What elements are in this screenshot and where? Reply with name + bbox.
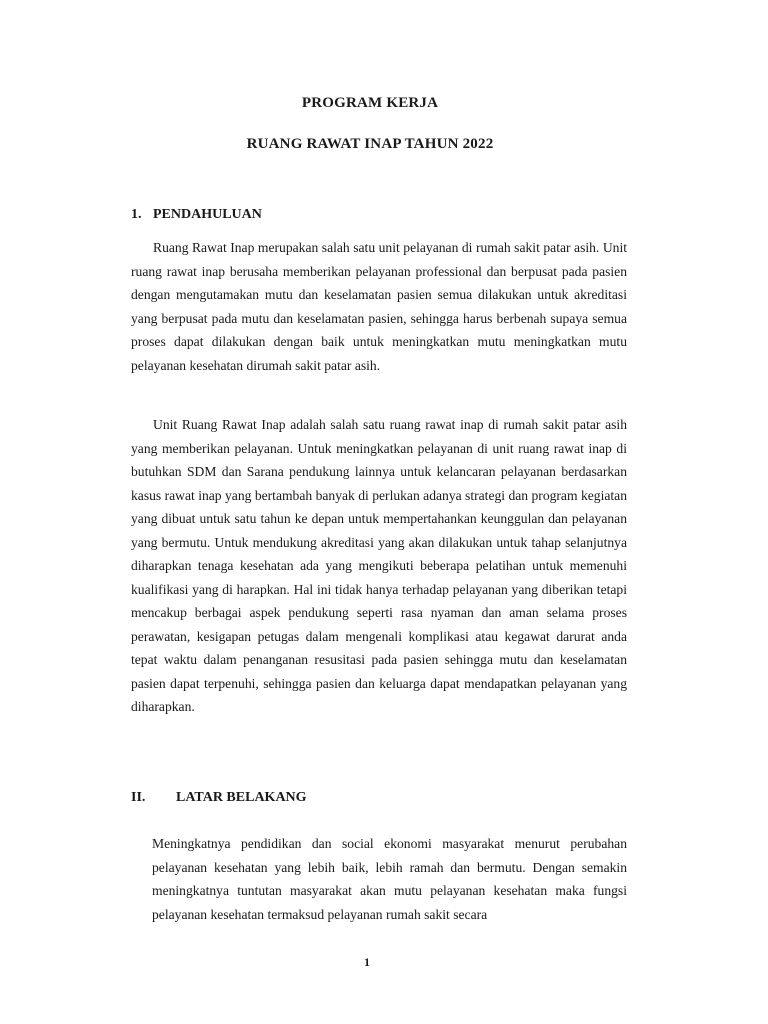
paragraph: Unit Ruang Rawat Inap adalah salah satu ruang rawat inap di rumah sakit patar asih yang memberikan pelayanan. Untuk meningkatkan pelayanan di unit ruang rawat inap di butuhkan SDM dan Sarana pendukung lainnya untuk kelancaran pelayanan berdasarkan kasus rawat inap yang bertambah banyak di perlukan adanya strategi dan program kegiatan yang dibuat untuk satu tahun ke depan untuk mempertahankan keunggulan dan pelayanan yang bermutu. Untuk mendukung akreditasi yang akan dilakukan untuk tahap selanjutnya diharapkan tenaga kesehatan ada yang mengikuti beberapa pelatihan untuk memenuhi kualifikasi yang di harapkan. Hal ini tidak hanya terhadap pelayanan yang diberikan tetapi mencakup berbagai aspek pendukung seperti rasa nyaman dan aman selama proses perawatan, kesigapan petugas dalam mengenali komplikasi atau kegawat darurat anda tepat waktu dalam penanganan resusitasi pada pasien sehingga mutu dan keselamatan pasien dapat terpenuhi, sehingga pasien dan keluarga dapat mendapatkan pelayanan yang diharapkan. — [131, 417, 627, 714]
section-title: PENDAHULUAN — [153, 207, 262, 222]
section-title: LATAR BELAKANG — [176, 790, 307, 805]
section-heading-latar-belakang — [131, 790, 307, 806]
document-subtitle: RUANG RAWAT INAP TAHUN 2022 — [246, 136, 494, 152]
section-heading-pendahuluan — [131, 207, 262, 223]
section-number: 1. — [131, 207, 142, 222]
page-number: 1 — [364, 955, 370, 969]
section-number: II. — [131, 790, 146, 805]
paragraph: Ruang Rawat Inap merupakan salah satu unit pelayanan di rumah sakit patar asih. Unit ruang rawat inap berusaha memberikan pelayanan professional dan berpusat pada pasien dengan mengutamakan mutu dan keselamatan pasien semua dilakukan untuk akreditasi yang berpusat pada mutu dan keselamatan pasien, sehingga harus berbenah supaya semua proses dapat dilakukan dengan baik untuk meningkatkan mutu meningkatkan mutu pelayanan kesehatan dirumah sakit patar asih. — [131, 240, 627, 373]
paragraph: Meningkatnya pendidikan dan social ekonomi masyarakat menurut perubahan pelayanan kesehatan yang lebih baik, lebih ramah dan bermutu. Dengan semakin meningkatnya tuntutan masyarakat akan mutu pelayanan kesehatan maka fungsi pelayanan kesehatan termaksud pelayanan rumah sakit secara — [152, 836, 627, 922]
document-title: PROGRAM KERJA — [301, 95, 439, 111]
